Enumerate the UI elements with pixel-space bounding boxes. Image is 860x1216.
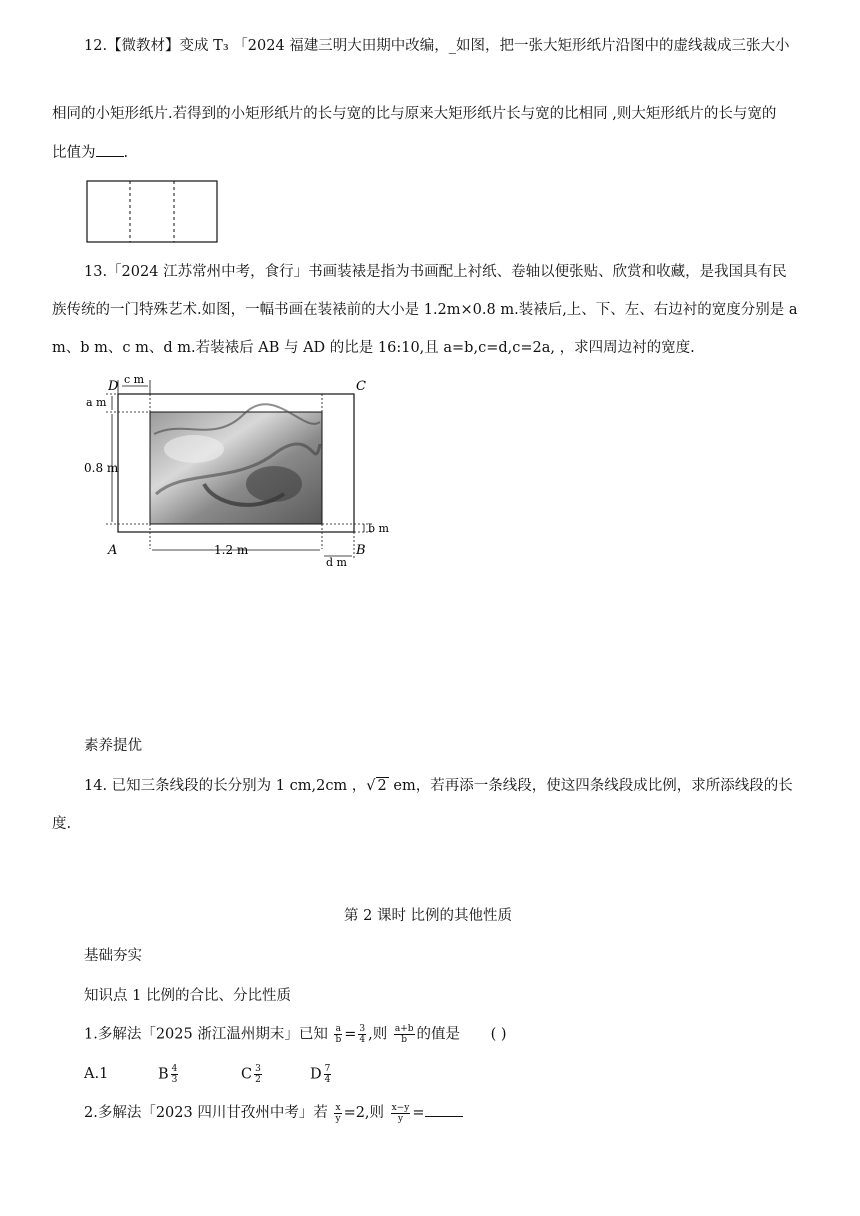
label-d-m: d m xyxy=(326,556,347,569)
label-1-2-m: 1.2 m xyxy=(214,543,249,557)
q12-line-2: 相同的小矩形纸片.若得到的小矩形纸片的长与宽的比与原来大矩形纸片长与宽的比相同 ,则大矩形纸片的长与宽的 xyxy=(52,106,777,122)
answer-paren: ( ) xyxy=(490,1026,507,1043)
label-A: A xyxy=(108,543,118,558)
label-a-m: a m xyxy=(86,396,107,409)
q12-line-1: 12.【微教材】变成 T₃ 「2024 福建三明大田期中改编，_如图，把一张大矩形纸片沿图中的虚线裁成三张大小 xyxy=(84,38,790,54)
section-title-basics: 基础夯实 xyxy=(84,948,142,964)
q1-equals: = xyxy=(344,1026,357,1043)
q1-line xyxy=(84,1024,507,1045)
knowledge-point-title: 知识点 1 比例的合比、分比性质 xyxy=(84,988,291,1004)
q1-mid: ,则 xyxy=(368,1026,388,1043)
fraction-x-minus-y-over-y: $\frac{x-y}{y}$ xyxy=(391,1102,410,1124)
q13-line-2: 族传统的一门特殊艺术.如图，一幅书画在装裱前的大小是 1.2m×0.8 m.装裱后,上、下、左、右边衬的宽度分别是 a xyxy=(52,302,798,318)
q2-suffix: = xyxy=(412,1105,425,1121)
label-B: B xyxy=(356,543,366,558)
q13-line-3: m、b m、c m、d m.若装裱后 AB 与 AD 的比是 16:10,且 a=b,c=d,c=2a, ，求四周边衬的宽度. xyxy=(52,340,695,356)
q14-line-2: 度. xyxy=(52,816,72,832)
q2-prefix: 2.多解法「2023 四川甘孜州中考」若 xyxy=(84,1105,328,1121)
fraction-a-plus-b-over-b: $\frac{a+b}{b}$ xyxy=(394,1024,414,1045)
fraction-3-over-4: $\frac{3}{4}$ xyxy=(359,1024,366,1045)
q14-line-1 xyxy=(84,776,793,796)
choice-d: D $\frac{7}{4}$ xyxy=(310,1064,331,1085)
choice-a: A.1 xyxy=(84,1066,109,1082)
q12-line-3-suffix: . xyxy=(123,145,129,161)
fraction-4-over-3: $\frac{4}{3}$ xyxy=(171,1064,178,1085)
sqrt-symbol: √ xyxy=(366,778,376,794)
q12-line-3 xyxy=(52,142,128,163)
fraction-7-over-4: $\frac{7}{4}$ xyxy=(324,1064,331,1085)
label-0-8-m: 0.8 m xyxy=(84,461,119,475)
q14-line-1-prefix: 14. 已知三条线段的长分别为 1 cm,2cm ， xyxy=(84,778,367,794)
large-rectangle xyxy=(87,181,217,242)
choice-c: C $\frac{3}{2}$ xyxy=(241,1064,261,1085)
label-c-m: c m xyxy=(124,374,145,386)
q13-line-1: 13.「2024 江苏常州中考，食行」书画装裱是指为书画配上衬纸、卷轴以便张贴、欣赏和收藏，是我国具有民 xyxy=(84,264,787,280)
fraction-3-over-2: $\frac{3}{2}$ xyxy=(255,1064,261,1085)
label-C: C xyxy=(356,379,366,394)
answer-blank xyxy=(425,1102,463,1117)
q12-figure xyxy=(86,180,219,244)
sqrt-value: 2 xyxy=(377,778,387,794)
answer-blank xyxy=(96,142,124,157)
q1-prefix: 1.多解法「2025 浙江温州期末」已知 xyxy=(84,1026,328,1043)
q14-line-1-suffix: em，若再添一条线段，使这四条线段成比例，求所添线段的长 xyxy=(388,778,793,794)
fraction-a-over-b: $\frac{a}{b}$ xyxy=(335,1024,342,1045)
fraction-x-over-y: $\frac{x}{y}$ xyxy=(335,1102,341,1124)
q2-mid: =2,则 xyxy=(343,1105,385,1121)
label-b-m: b m xyxy=(368,522,389,535)
q1-suffix: 的值是 xyxy=(416,1026,461,1043)
q12-line-3-prefix: 比值为 xyxy=(52,145,96,161)
q2-line xyxy=(84,1102,463,1124)
choice-b: B $\frac{4}{3}$ xyxy=(158,1064,178,1085)
lesson-title: 第 2 课时 比例的其他性质 xyxy=(344,908,513,924)
q13-figure xyxy=(84,374,394,570)
section-title-literacy: 素养提优 xyxy=(84,738,142,754)
label-D: D xyxy=(108,379,119,394)
